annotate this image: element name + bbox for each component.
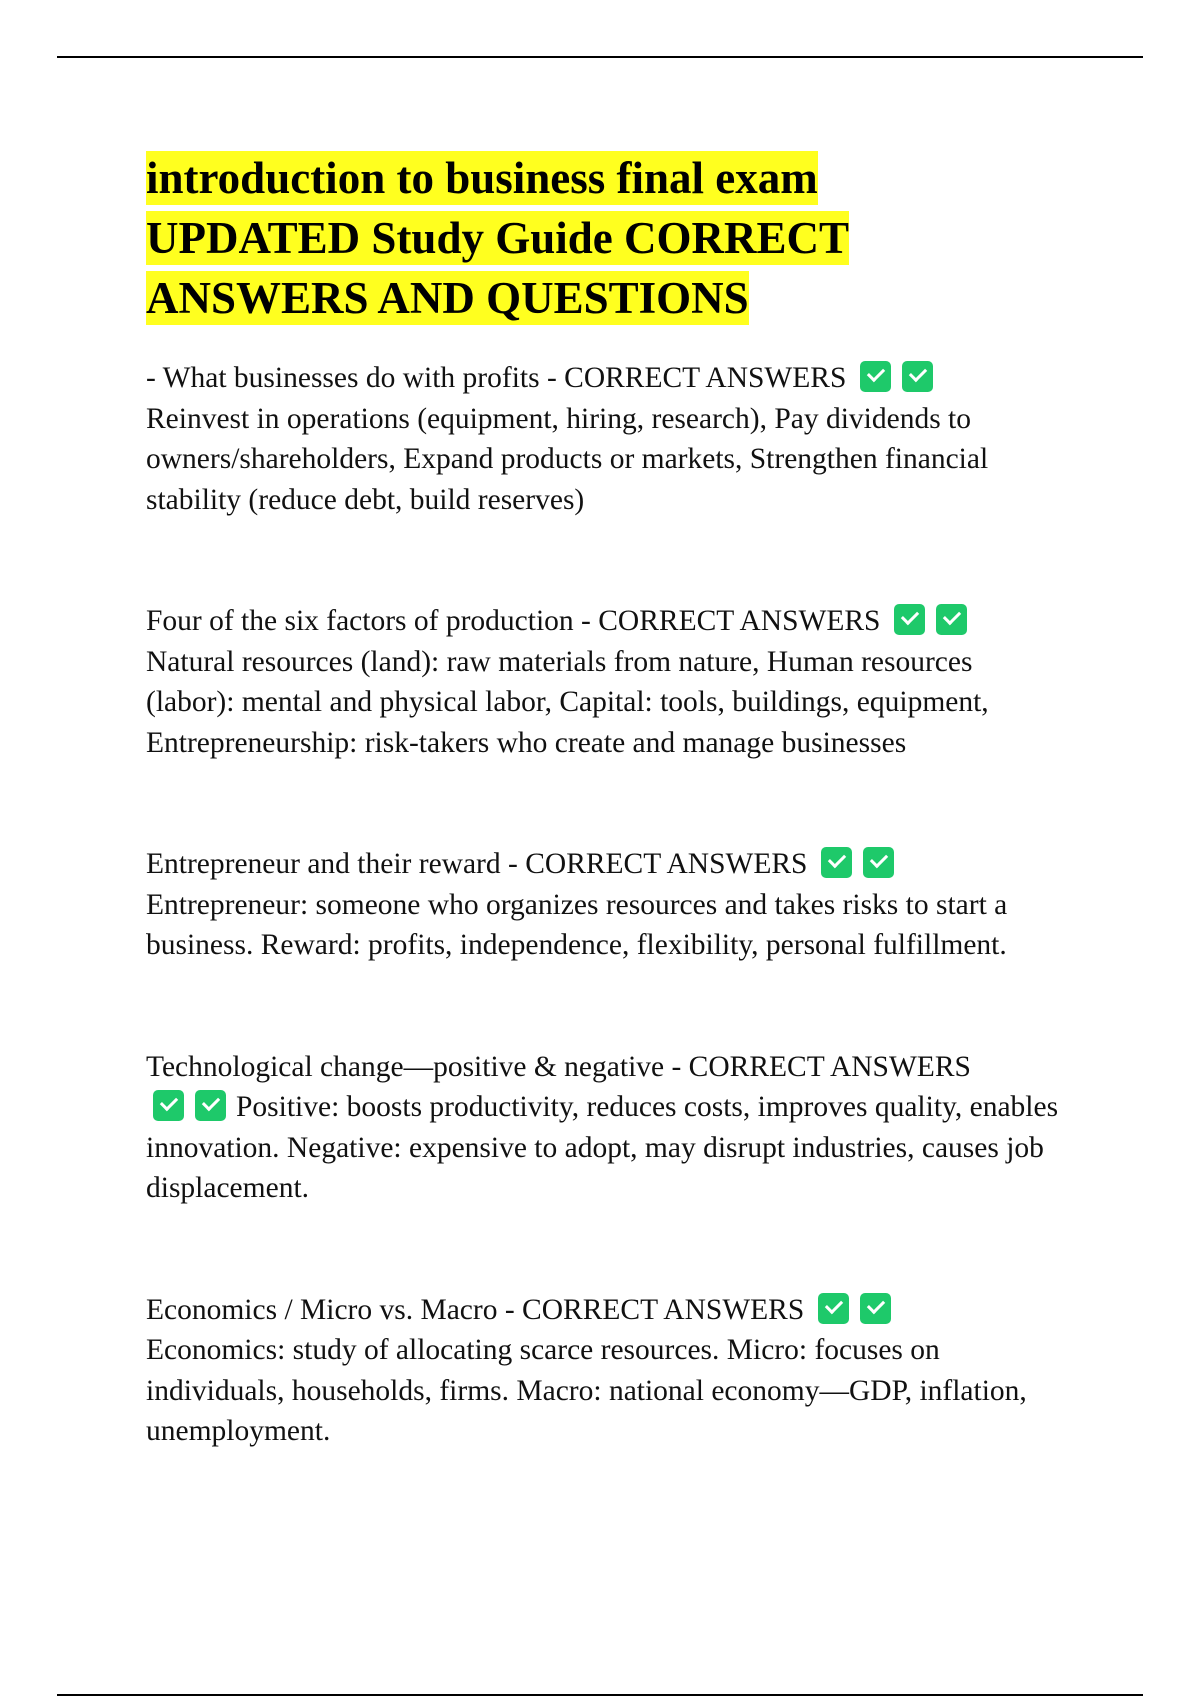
check-mark-icon <box>195 1090 226 1121</box>
bottom-divider <box>57 1694 1143 1696</box>
check-mark-icon <box>863 847 894 878</box>
title-line-2: UPDATED Study Guide CORRECT <box>146 213 850 263</box>
check-mark-icon <box>153 1090 184 1121</box>
check-mark-icon <box>860 361 891 392</box>
qa-answer: Positive: boosts productivity, reduces costs, improves quality, enables innovation. Negative: expensive to adopt, may disrupt industries, causes job displacement. <box>146 1091 1059 1204</box>
qa-question: Economics / Micro vs. Macro - CORRECT ANSWERS <box>146 1293 805 1326</box>
check-mark-icon <box>902 361 933 392</box>
title-line-3: ANSWERS AND QUESTIONS <box>146 273 749 323</box>
qa-question: Entrepreneur and their reward - CORRECT ANSWERS <box>146 848 808 880</box>
document-title <box>146 148 1066 328</box>
title-line-1: introduction to business final exam <box>146 153 818 203</box>
check-mark-icon <box>936 604 967 635</box>
qa-item <box>146 844 1066 966</box>
qa-answer: Economics: study of allocating scarce resources. Micro: focuses on individuals, households, firms. Macro: national economy—GDP, inflation, unemployment. <box>146 1334 1027 1447</box>
qa-question: Four of the six factors of production - CORRECT ANSWERS <box>146 605 881 637</box>
qa-answer: Reinvest in operations (equipment, hiring, research), Pay dividends to owners/shareholders, Expand products or markets, Strengthen financial stability (reduce debt, build reserves) <box>146 402 989 516</box>
document-body <box>146 148 1066 1452</box>
qa-answer: Natural resources (land): raw materials from nature, Human resources (labor): mental and physical labor, Capital: tools, buildings, equipment, Entrepreneurship: risk-takers who create and manage businesses <box>146 645 989 759</box>
top-divider <box>57 56 1143 58</box>
qa-item <box>146 1290 1066 1452</box>
qa-list <box>146 358 1066 1452</box>
qa-item <box>146 358 1066 520</box>
qa-question: - What businesses do with profits - CORRECT ANSWERS <box>146 362 847 394</box>
qa-question: Technological change—positive & negative - CORRECT ANSWERS <box>146 1050 971 1083</box>
check-mark-icon <box>818 1293 849 1324</box>
qa-answer: Entrepreneur: someone who organizes resources and takes risks to start a business. Reward: profits, independence, flexibility, personal fulfillment. <box>146 888 1008 961</box>
check-mark-icon <box>860 1293 891 1324</box>
qa-item <box>146 1047 1066 1209</box>
check-mark-icon <box>894 604 925 635</box>
check-mark-icon <box>821 847 852 878</box>
qa-item <box>146 601 1066 763</box>
